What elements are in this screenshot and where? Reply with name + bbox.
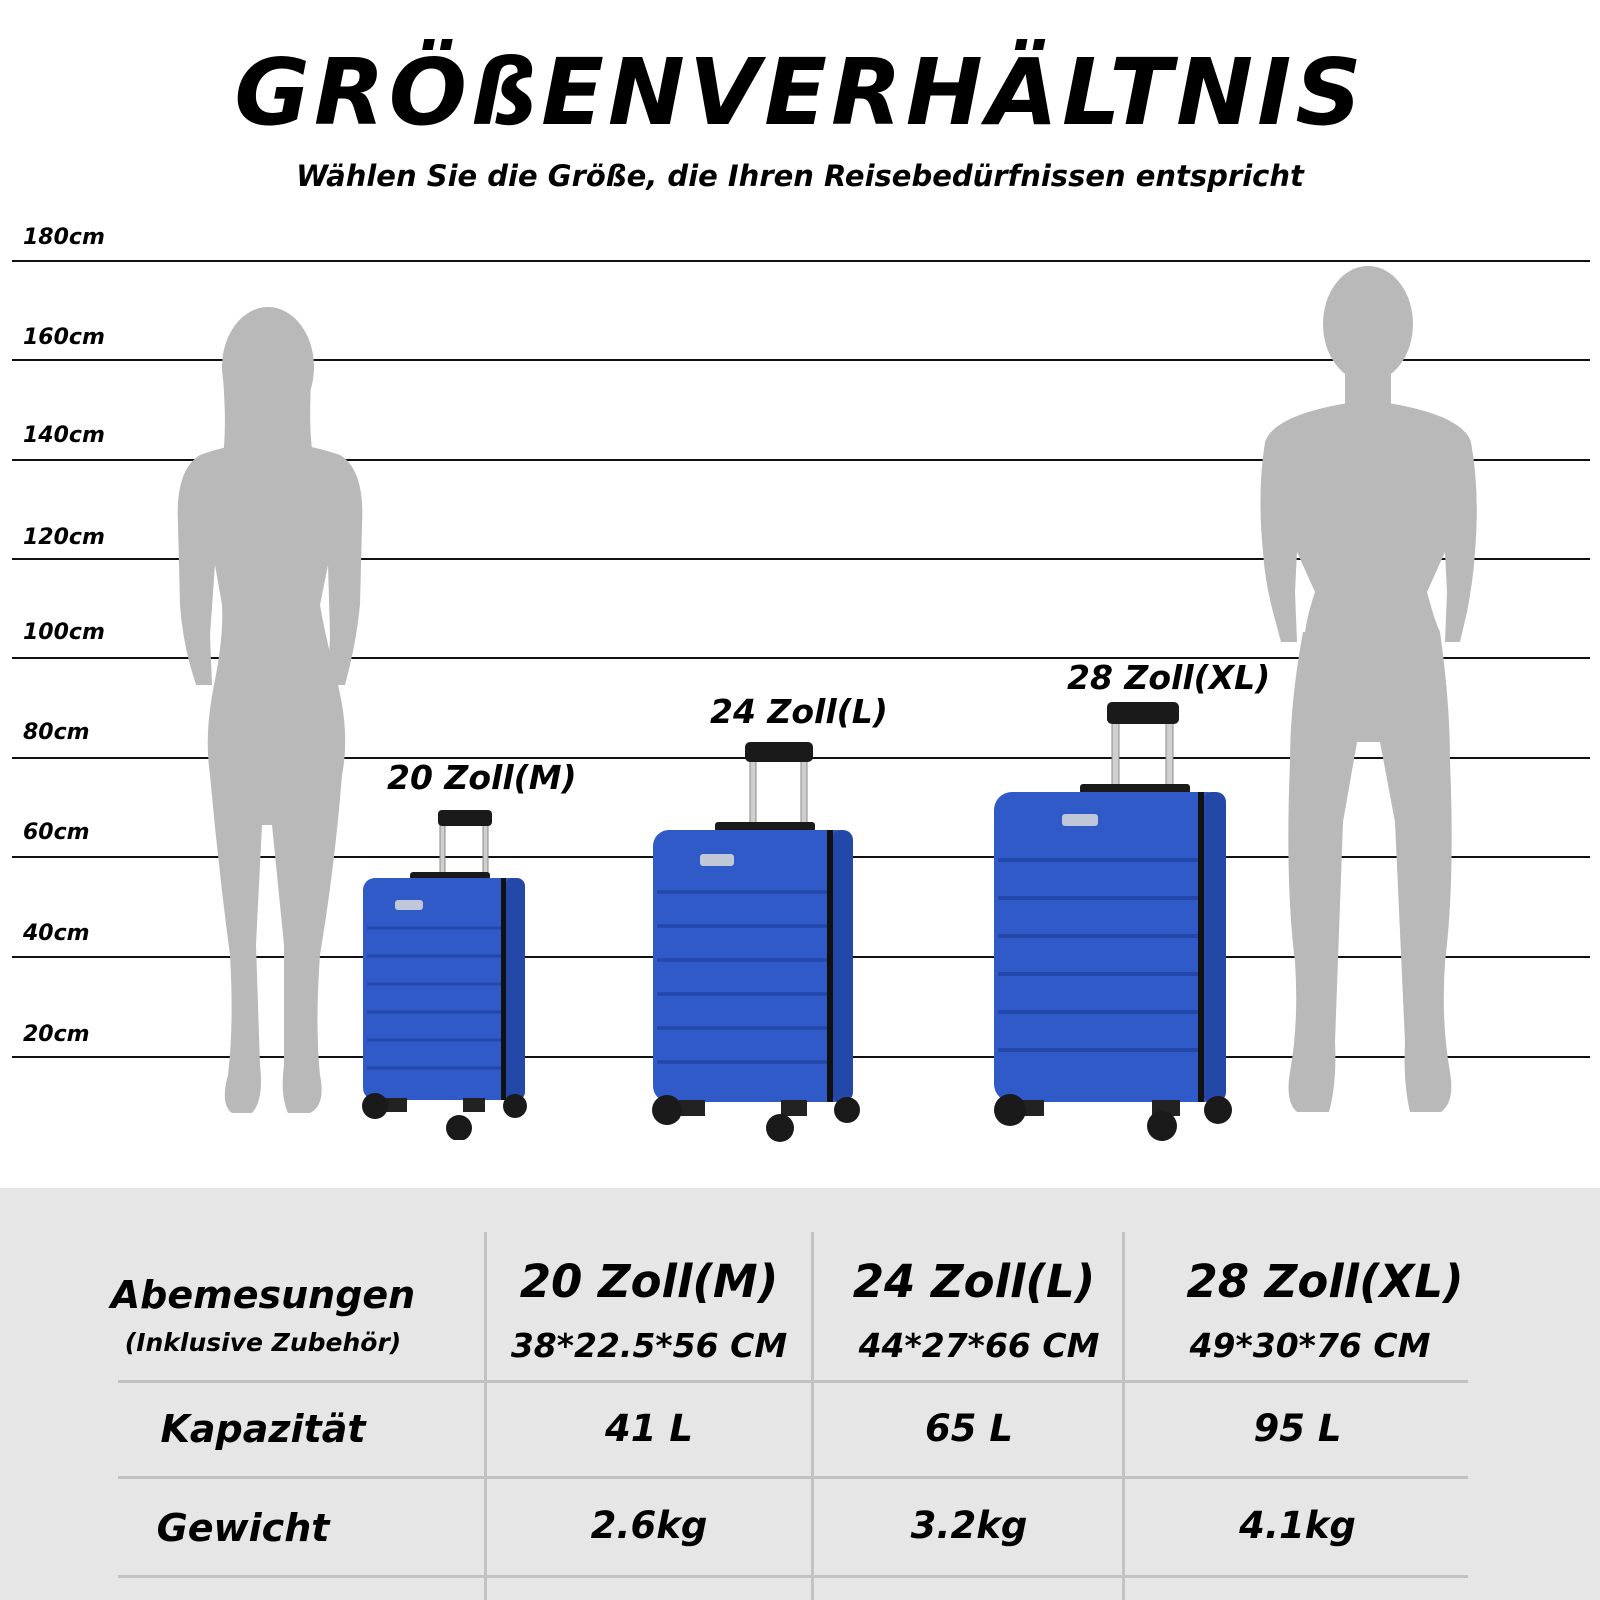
page-title: GRÖßENVERHÄLTNIS xyxy=(234,39,1366,146)
weight-l: 3.2kg xyxy=(910,1504,1028,1547)
woman-silhouette-icon xyxy=(160,305,380,1135)
dims-m: 38*22.5*56 CM xyxy=(510,1326,788,1365)
dims-l: 44*27*66 CM xyxy=(858,1326,1100,1365)
scale-label-180: 180cm xyxy=(23,225,105,250)
col-head-xl: 28 Zoll(XL) xyxy=(1186,1255,1464,1308)
scale-label-60: 60cm xyxy=(23,820,90,845)
row-label-capacity: Kapazität xyxy=(160,1407,366,1451)
row-label-dimensions: Abemesungen xyxy=(110,1273,416,1317)
table-divider xyxy=(118,1476,1468,1479)
table-divider xyxy=(118,1380,1468,1383)
suitcase-label-l: 24 Zoll(L) xyxy=(710,692,888,731)
weight-m: 2.6kg xyxy=(590,1504,708,1547)
capacity-l: 65 L xyxy=(925,1407,1013,1450)
row-label-weight: Gewicht xyxy=(156,1506,330,1550)
suitcase-m-icon xyxy=(355,810,545,1140)
suitcase-label-m: 20 Zoll(M) xyxy=(387,758,577,797)
scale-label-80: 80cm xyxy=(23,720,90,745)
scale-label-40: 40cm xyxy=(23,921,90,946)
capacity-xl: 95 L xyxy=(1253,1407,1342,1450)
weight-xl: 4.1kg xyxy=(1239,1504,1356,1547)
dims-xl: 49*30*76 CM xyxy=(1189,1326,1431,1365)
capacity-m: 41 L xyxy=(605,1407,693,1450)
suitcase-l-icon xyxy=(645,742,875,1142)
scale-label-120: 120cm xyxy=(23,525,105,550)
scale-label-20: 20cm xyxy=(23,1022,90,1047)
col-head-m: 20 Zoll(M) xyxy=(519,1255,779,1308)
man-silhouette-icon xyxy=(1245,262,1495,1142)
scale-label-140: 140cm xyxy=(23,423,105,448)
suitcase-xl-icon xyxy=(980,702,1250,1142)
table-divider xyxy=(118,1575,1468,1578)
page-subtitle: Wählen Sie die Größe, die Ihren Reisebedürfnissen entspricht xyxy=(296,159,1304,193)
suitcase-label-xl: 28 Zoll(XL) xyxy=(1067,658,1271,697)
scale-label-160: 160cm xyxy=(23,325,105,350)
scale-label-100: 100cm xyxy=(23,620,105,645)
col-head-l: 24 Zoll(L) xyxy=(852,1255,1096,1308)
row-sublabel-dimensions: (Inklusive Zubehör) xyxy=(124,1328,402,1357)
